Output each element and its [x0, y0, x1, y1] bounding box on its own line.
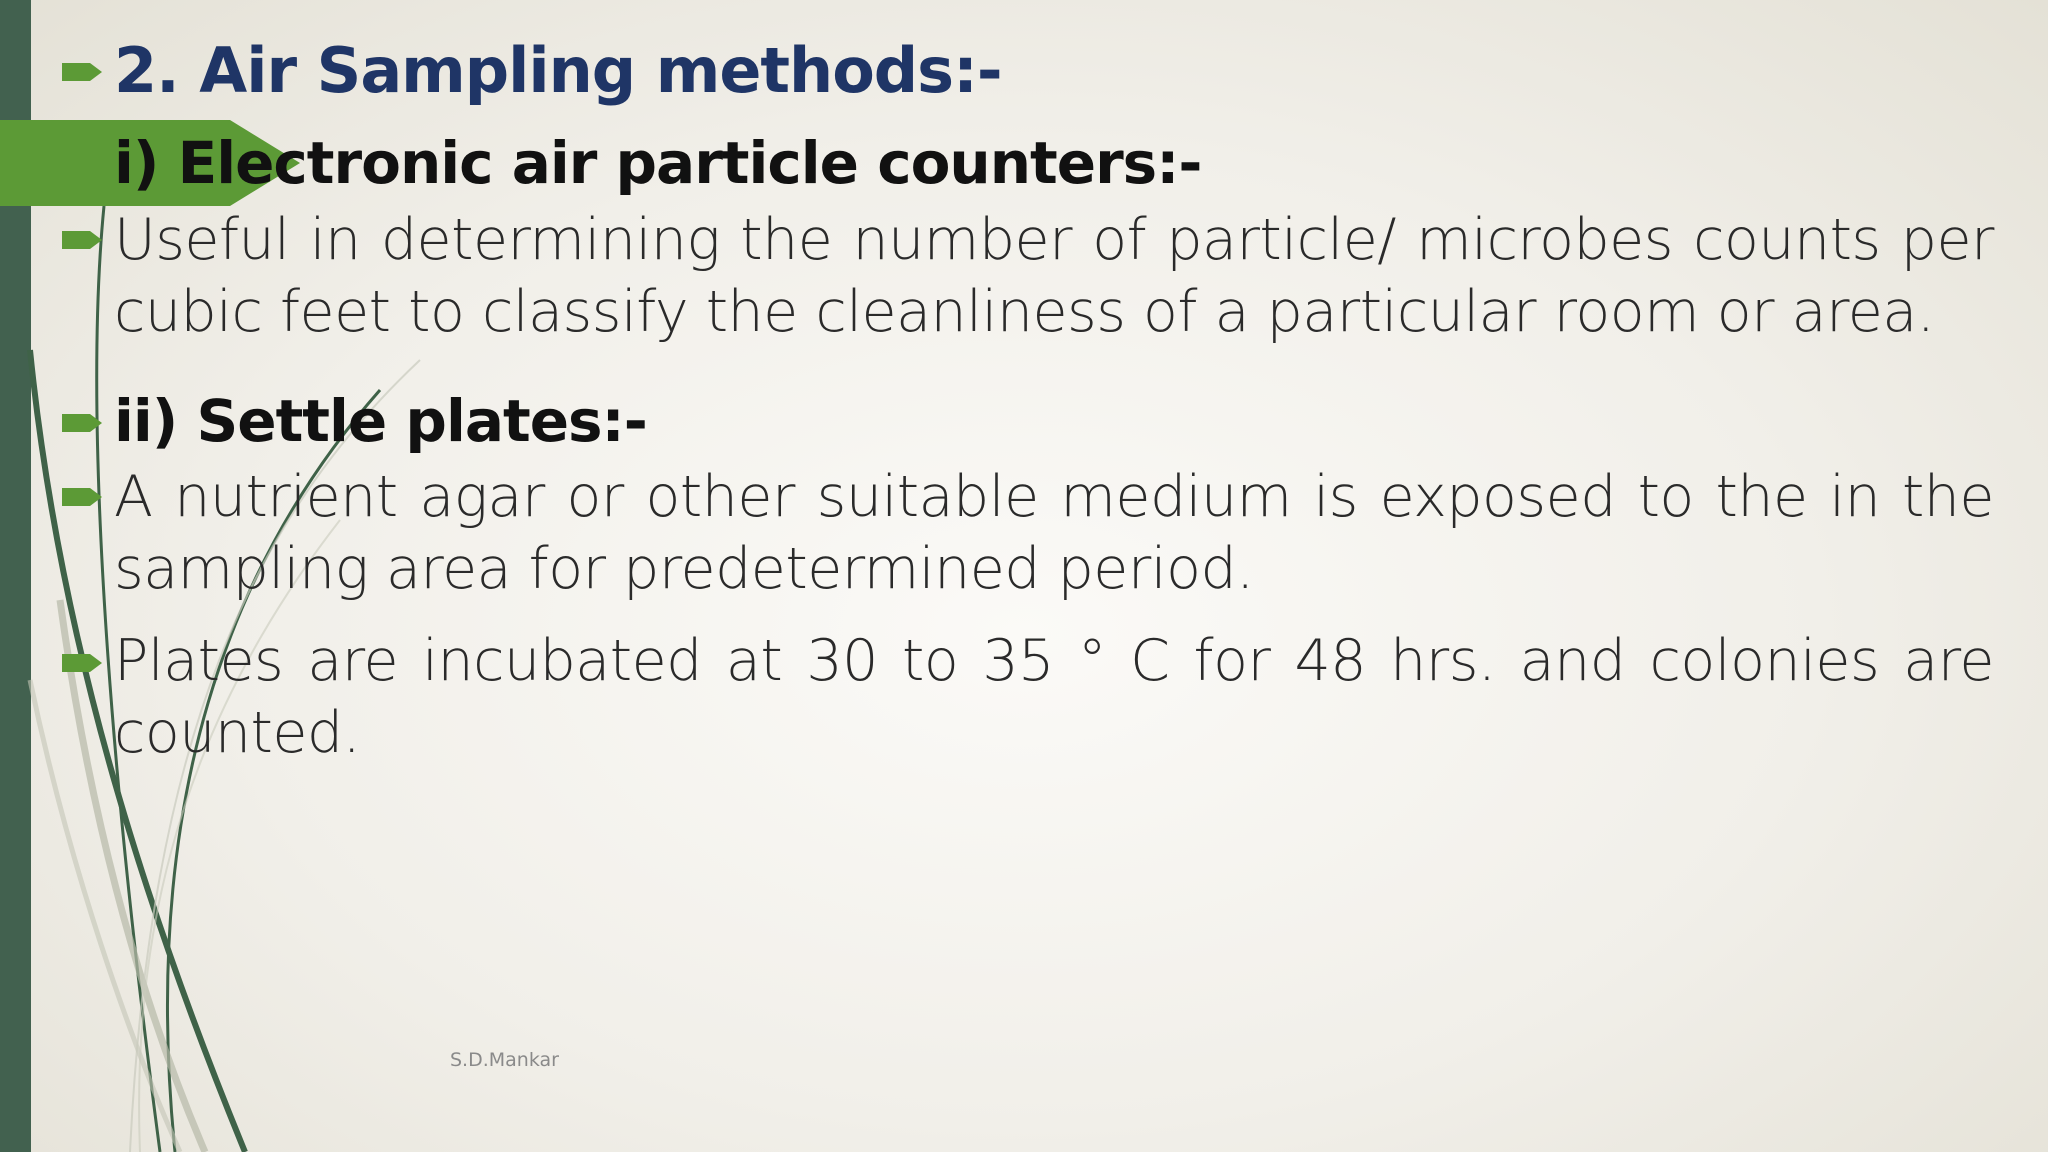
green-arrow-bullet-icon [60, 57, 104, 87]
subheading-settle-plates: ii) Settle plates:- [114, 387, 647, 455]
slide-title: 2. Air Sampling methods:- [114, 34, 1002, 107]
paragraph-incubation: Plates are incubated at 30 to 35 ° C for 48 hrs. and colonies are counted. [114, 628, 1994, 766]
footer-author: S.D.Mankar [450, 1049, 559, 1071]
paragraph-nutrient-agar: A nutrient agar or other suitable medium is exposed to the in the sampling area for predetermined period. [114, 464, 1994, 602]
green-arrow-bullet-icon [60, 648, 104, 678]
green-arrow-bullet-icon [60, 482, 104, 512]
green-arrow-bullet-icon [60, 225, 104, 255]
subheading-electronic-counters: i) Electronic air particle counters:- [114, 129, 1202, 197]
green-arrow-bullet-icon [60, 408, 104, 438]
paragraph-particle-counters: Useful in determining the number of particle/ microbes counts per cubic feet to classify the cleanliness of a particular room or area. [114, 207, 1994, 345]
